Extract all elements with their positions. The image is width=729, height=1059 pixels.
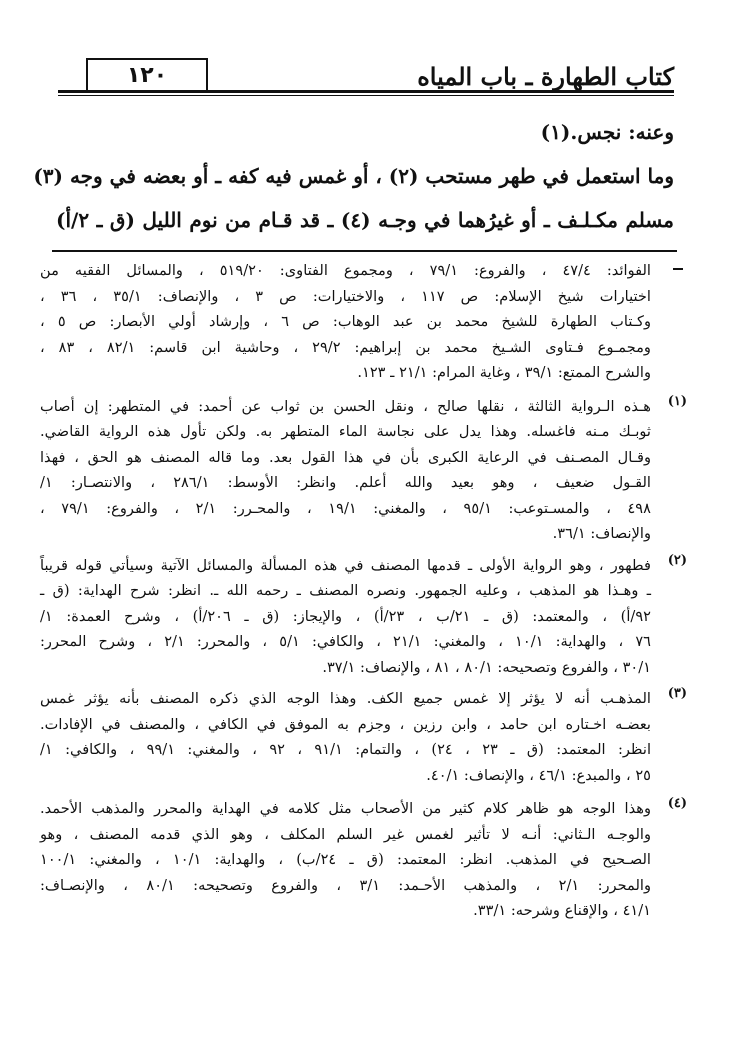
main-text-line: وعنه: نجس.(١) <box>540 120 674 144</box>
header-rule <box>58 90 674 93</box>
footnote-line: وهذا الوجه هو ظاهر كلام كثير من الأصحاب مثل كلامه في الهداية والمحرر والمذهب الأحمد. <box>40 800 651 817</box>
footnote-3 <box>40 686 689 788</box>
footnote-line: اختيارات شيخ الإسلام: ص ١١٧ ، والاختيارات: ص ٣ ، والإنصاف: ٣٥/١ ، ٣٦ ، <box>40 287 651 305</box>
footnote-line: فطهور ، وهو الرواية الأولى ـ قدمها المصنف في هذه المسألة والمسائل الآتية وسيأتي قوله قريباً <box>40 556 651 574</box>
main-text-line: مسلم مكـلـف ـ أو غيرُهما في وجـه (٤) ـ قد قـام من نوم الليل (ق ـ ٢/أ) <box>56 208 674 232</box>
footnote-number: (٤) <box>667 796 687 811</box>
footnote-line: ٣٠/١ ، والفروع وتصحيحه: ٨٠/١ ، ٨١ ، والإنصاف: ٣٧/١. <box>322 658 651 676</box>
continuation-dash <box>673 268 683 270</box>
footnote-line: وقـال المصـنف في الرعاية الكبرى بأن في هذا القول بعد. وما قاله المصنف هو الحق ، فهذا <box>40 448 651 466</box>
footnote-number: (٣) <box>667 686 687 701</box>
footnote-line: ٤٩٨ ، والمسـتوعب: ٩٥/١ ، والمغني: ١٩/١ ، والمحـرر: ٢/١ ، والفروع: ٧٩/١ ، <box>40 499 651 517</box>
main-text <box>33 110 674 242</box>
footnote-line: والإنصاف: ٣٦/١. <box>552 525 651 542</box>
footnote-line: وكـتاب الطهارة للشيخ محمد بن عبد الوهاب: ص ٦ ، وإرشاد أولي الأبصار: ص ٥ ، <box>40 313 651 330</box>
page-number: ١٢٠ <box>86 58 208 92</box>
footnote-line: الفوائد: ٤٧/٤ ، والفروع: ٧٩/١ ، ومجموع الفتاوى: ٥١٩/٢٠ ، والمسائل الفقيه من <box>40 262 651 279</box>
footnote-line: هـذه الـرواية الثالثة ، نقلها صالح ، ونقل الحسن بن ثواب عن أحمد: في المتطهر: إن أصاب <box>40 397 651 415</box>
footnote-line: والمحرر: ٢/١ ، والمذهب الأحـمد: ٣/١ ، والفروع وتصحيحه: ٨٠/١ ، والإنصـاف: <box>40 876 651 894</box>
footnote-line: المذهـب أنه لا يؤثر إلا غمس جميع الكف. وهذا الوجه الذي ذكره المصنف بأنه يؤثر غمس <box>40 690 651 707</box>
footnote-line: ٤١/١ ، والإقناع وشرحه: ٣٣/١. <box>473 902 651 919</box>
footnote-sources <box>40 258 689 386</box>
footnote-line: ٧٦ ، والهداية: ١٠/١ ، والمغني: ٢١/١ ، والكافي: ٥/١ ، والمحرر: ٢/١ ، وشرح المحرر: <box>40 633 651 650</box>
footnote-line: انظر: المعتمد: (ق ـ ٢٣ ، ٢٤) ، والتمام: ٩١/١ ، ٩٢ ، والمغني: ٩٩/١ ، والكافي: ١/ <box>40 741 651 758</box>
footnote-line: بعضـه اخـتاره ابن حامد ، وابن رزين ، وجزم به الموفق في الكافي ، والمصنف في الإفادات. <box>40 715 651 733</box>
header-rule-thin <box>58 95 674 96</box>
footnote-number: (٢) <box>667 552 687 568</box>
footnote-line: ٩٢/أ) ، والمعتمد: (ق ـ ٢١/ب ، ٢٣/أ) ، والإيجاز: (ق ـ ٢٠٦/أ) ، وشرح العمدة: ١/ <box>40 607 651 625</box>
main-text-line: وما استعمل في طهر مستحب (٢) ، أو غمس فيه كفه ـ أو بعضه في وجه (٣) <box>33 164 674 188</box>
footnote-line: والشرح الممتع: ٣٩/١ ، وغاية المرام: ٢١/١ ـ ١٢٣. <box>357 364 651 381</box>
footnote-line: والوجـه الـثاني: أنـه لا تأثير لغمس غير السلم المكلف ، وهو الذي قدمه المصنف ، وهو <box>40 825 651 843</box>
footnote-line: ـ وهـذا هو المذهب ، وعليه الجمهور. ونصره المصنف ـ رحمه الله ـ. انظر: شرح الهداية: (ق ـ <box>40 582 651 599</box>
footnote-2 <box>40 553 689 681</box>
chapter-title: كتاب الطهارة ـ باب المياه <box>417 62 674 91</box>
footnote-line: القـول ضعيف ، وهو بعيد والله أعلم. وانظر: الأوسط: ٢٨٦/١ ، والانتصـار: ١/ <box>40 474 651 491</box>
footnote-4 <box>40 796 689 924</box>
page-header <box>58 56 674 98</box>
footnote-number: (١) <box>667 393 687 409</box>
footnote-1 <box>40 394 689 547</box>
footnote-separator <box>52 250 677 252</box>
footnote-line: ثوبـك مـنه فاغسله. وهذا يدل على نجاسة الماء المتطهر به. ولكن تأول هذه الرواية القاضي. <box>40 423 651 440</box>
footnotes <box>40 258 689 928</box>
footnote-line: ومجمـوع فـتاوى الشـيخ محمد بن إبراهيم: ٢٩/٢ ، وحاشية ابن قاسم: ٨٢/١ ، ٨٣ ، <box>40 338 651 356</box>
footnote-line: الصـحيح في المذهب. انظر: المعتمد: (ق ـ ٢٤/ب) ، والهداية: ١٠/١ ، والمغني: ١٠٠/١ <box>40 851 651 868</box>
footnote-line: ٢٥ ، والمبدع: ٤٦/١ ، والإنصاف: ٤٠/١. <box>426 766 651 784</box>
